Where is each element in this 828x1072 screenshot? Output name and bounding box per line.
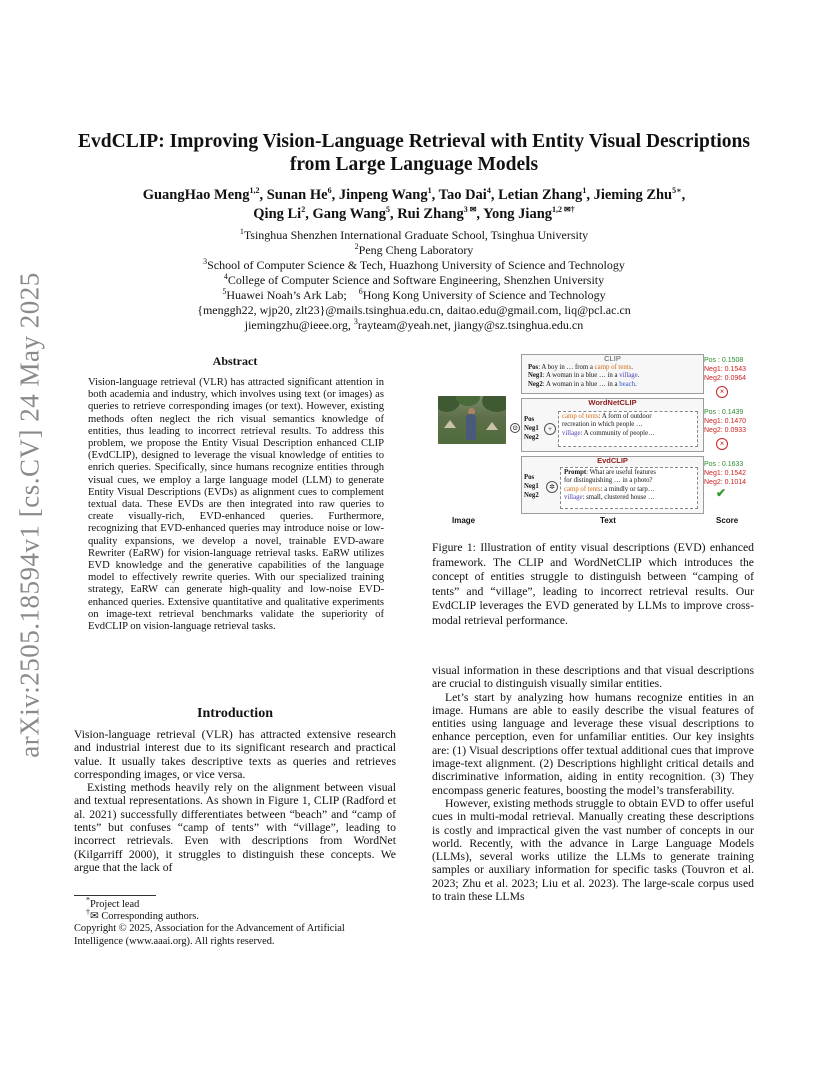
camping-photo xyxy=(438,396,506,444)
author-name: Tao Dai$^4$ xyxy=(438,186,491,203)
affiliation-line: $^1$Tsinghua Shenzhen International Graduate School, Tsinghua University xyxy=(239,227,589,242)
envelope-icon: ✉ xyxy=(90,911,99,923)
correct-result-icon: ✔ xyxy=(716,486,727,500)
evd-row-labels: Pos Neg1 Neg2 xyxy=(524,474,539,499)
paragraph: However, existing methods struggle to obtain EVD to offer useful cues in multi-modal retrieval. Manually creating these descriptions is costly and impractical given the vast number of concepts in our world. Recently, with the advance in Large Language Models (LLMs), several works utilize the LLMs to generate training samples or auxiliary information for specific tasks (Touvron et al. 2023; Zhu et al. 2023; Liu et al. 2023). The large-scale corpus used to train these LLMs xyxy=(432,796,754,904)
affiliation-line: $^4$College of Computer Science and Software Engineering, Shenzhen University xyxy=(223,272,605,287)
right-column-body xyxy=(432,664,754,903)
footnote: †✉ Corresponding authors. xyxy=(86,907,199,923)
figure-1 xyxy=(432,352,754,532)
plus-icon: + xyxy=(544,423,556,435)
clip-panel-title: CLIP xyxy=(604,354,621,363)
author-name: GuangHao Meng$^{1,2}$ xyxy=(142,186,260,203)
wordnetclip-panel xyxy=(521,398,704,452)
evdclip-scores: Pos : 0.1633 Neg1: 0.1542 Neg2: 0.1014 xyxy=(704,461,747,486)
wordnet-description-box: camp of tents: A form of outdoor recreation in which people … village: A community of people… xyxy=(558,411,698,447)
text-column-label: Text xyxy=(600,516,616,525)
arxiv-identifier: arXiv:2505.18594v1 [cs.CV] 24 May 2025 xyxy=(14,272,45,758)
author-name: Jinpeng Wang$^1$ xyxy=(338,186,432,203)
arxiv-side-stamp xyxy=(10,272,50,758)
affiliation-line: $^5$Huawei Noah’s Ark Lab; $^6$Hong Kong University of Science and Technology xyxy=(222,287,606,302)
llm-icon: ✲ xyxy=(546,481,558,493)
paragraph: visual information in these descriptions and that visual descriptions are crucial to distinguish visually similar entities. xyxy=(432,664,754,691)
wordnetclip-panel-title: WordNetCLIP xyxy=(588,398,637,407)
introduction-body xyxy=(74,728,396,874)
combine-operator-icon: ⊙ xyxy=(510,423,520,433)
clip-pos-line: Pos: A boy in … from a camp of tents. xyxy=(528,363,633,371)
email-line: {menggh22, wjp20, zlt23}@mails.tsinghua.edu.cn, daitao.edu@gmail.com, liq@pcl.ac.cn xyxy=(197,303,631,317)
author-list: GuangHao Meng$^{1,2}$, Sunan He$^6$, Jinpeng Wang$^1$, Tao Dai$^4$, Letian Zhang$^1$, Jieming Zhu$^{5∗}$, Qing Li$^2$, Gang Wang$^5$, Rui Zhang$^{3 ✉}$, Yong Jiang$^{1,2 ✉\dagger}$ xyxy=(142,186,686,222)
author-name: Gang Wang$^5$ xyxy=(312,205,390,222)
evdclip-panel xyxy=(521,456,704,514)
clip-panel xyxy=(521,354,704,394)
wordnetclip-scores: Pos : 0.1439 Neg1: 0.1470 Neg2: 0.0933 xyxy=(704,409,747,434)
evdclip-panel-title: EvdCLIP xyxy=(597,456,628,465)
figure-caption: Figure 1: Illustration of entity visual descriptions (EVD) enhanced framework. The CLIP and WordNetCLIP which introduces the concept of entities struggle to distinguish between “camping of tents” and “village”, leading to incorrect retrieval results. Our EvdCLIP leverages the EVD generated by LLMs to improve cross-modal retrieval performance. xyxy=(432,541,754,627)
wordnet-row-labels: Pos Neg1 Neg2 xyxy=(524,416,539,441)
wrong-result-icon: × xyxy=(716,438,728,450)
author-name: Sunan He$^6$ xyxy=(266,186,332,203)
clip-neg2-line: Neg2: A woman in a blue … in a beach. xyxy=(528,380,637,388)
paragraph: Vision-language retrieval (VLR) has attracted extensive research and industrial interest due to its significant research and practical value. It usually takes descriptive texts as queries and retrieves corresponding images, or vice versa. xyxy=(74,728,396,781)
affiliations xyxy=(60,228,768,333)
paragraph: Existing methods heavily rely on the alignment between visual and textual representations. As shown in Figure 1, CLIP (Radford et al. 2021) successfully differentiates between “beach” and “camp of tents” but confuses “camp of tents” with “village”, leading to incorrect retrievals. Even with descriptions from WordNet (Kilgarriff 2000), it struggles to distinguish these concepts. We argue that the lack of xyxy=(74,781,396,874)
score-column-label: Score xyxy=(716,516,739,525)
image-column-label: Image xyxy=(452,516,476,525)
evd-description-box: Prompt: What are useful features for distinguishing … in a photo? camp of tents: a mindly or tarp… village: small, clustered house … xyxy=(560,467,698,509)
footnote: *Project lead xyxy=(86,895,140,910)
affiliation-line: $^3$School of Computer Science & Tech, Huazhong University of Science and Technology xyxy=(203,257,625,272)
author-name: Qing Li$^2$ xyxy=(253,205,306,222)
introduction-heading: Introduction xyxy=(197,706,273,721)
abstract-body: Vision-language retrieval (VLR) has attracted significant attention in both academia and industry, which involves using text (or images) as queries to retrieve corresponding images (or text). However, existing methods often neglect the rich visual semantics knowledge of entities, thus leading to incorrect retrieval results. To address this problem, we propose the Entity Visual Description enhanced CLIP (EvdCLIP), designed to leverage the visual knowledge of entities to enrich queries. Specifically, since humans recognize entities through visual cues, we employ a large language model (LLM) to generate Entity Visual Descriptions (EVDs) as alignment cues to complement textual data. These EVDs are then integrated into raw queries to create visually-rich, EVD-enhanced queries. Furthermore, recognizing that EVD-enhanced queries may introduce noise or low-quality expansions, we develop a novel, trainable EVD-aware Rewriter (EaRW) for vision-language retrieval tasks. EaRW utilizes EVD knowledge and the generative capabilities of the language model to effectively rewrite queries. With our specialized training strategy, EaRW can generate high-quality and low-noise EVD-enhanced queries. Extensive quantitative and qualitative experiments on image-text retrieval benchmarks validate the superiority of EvdCLIP on vision-language retrieval tasks. xyxy=(88,377,384,633)
author-name: Yong Jiang$^{1,2 ✉\dagger}$ xyxy=(483,205,575,222)
copyright-notice: Copyright © 2025, Association for the Advancement of Artificial Intelligence (www.aaai.org). All rights reserved. xyxy=(74,923,345,947)
affiliation-line: $^2$Peng Cheng Laboratory xyxy=(354,242,474,257)
clip-scores: Pos : 0.1508 Neg1: 0.1543 Neg2: 0.0964 xyxy=(704,357,747,382)
author-name: Jieming Zhu$^{5∗}$ xyxy=(593,186,682,203)
abstract-heading: Abstract xyxy=(212,354,258,368)
footnotes xyxy=(74,895,396,948)
author-name: Letian Zhang$^1$ xyxy=(498,186,587,203)
author-name: Rui Zhang$^{3 ✉}$ xyxy=(397,205,477,222)
wrong-result-icon: × xyxy=(716,386,728,398)
clip-neg1-line: Neg1: A woman in a blue … in a village. xyxy=(528,372,640,380)
paper-title: EvdCLIP: Improving Vision-Language Retrieval with Entity Visual Descriptions from Large Language Models xyxy=(78,131,750,175)
paragraph: Let’s start by analyzing how humans recognize entities in an image. Humans are able to easily describe the visual features of entities using language and leverage these visual descriptions to enhance perception, even for unfamiliar entities. Our key insights are: (1) Visual descriptions offer textual additional cues that improve image-text alignment. (2) Descriptions highlight critical details and discriminative information, aiding in entity recognition. (3) They encompass generic features, boosting the model’s transferability. xyxy=(432,690,754,797)
email-line: jiemingzhu@ieee.org, $^3$rayteam@yeah.net, jiangy@sz.tsinghua.edu.cn xyxy=(244,317,584,332)
